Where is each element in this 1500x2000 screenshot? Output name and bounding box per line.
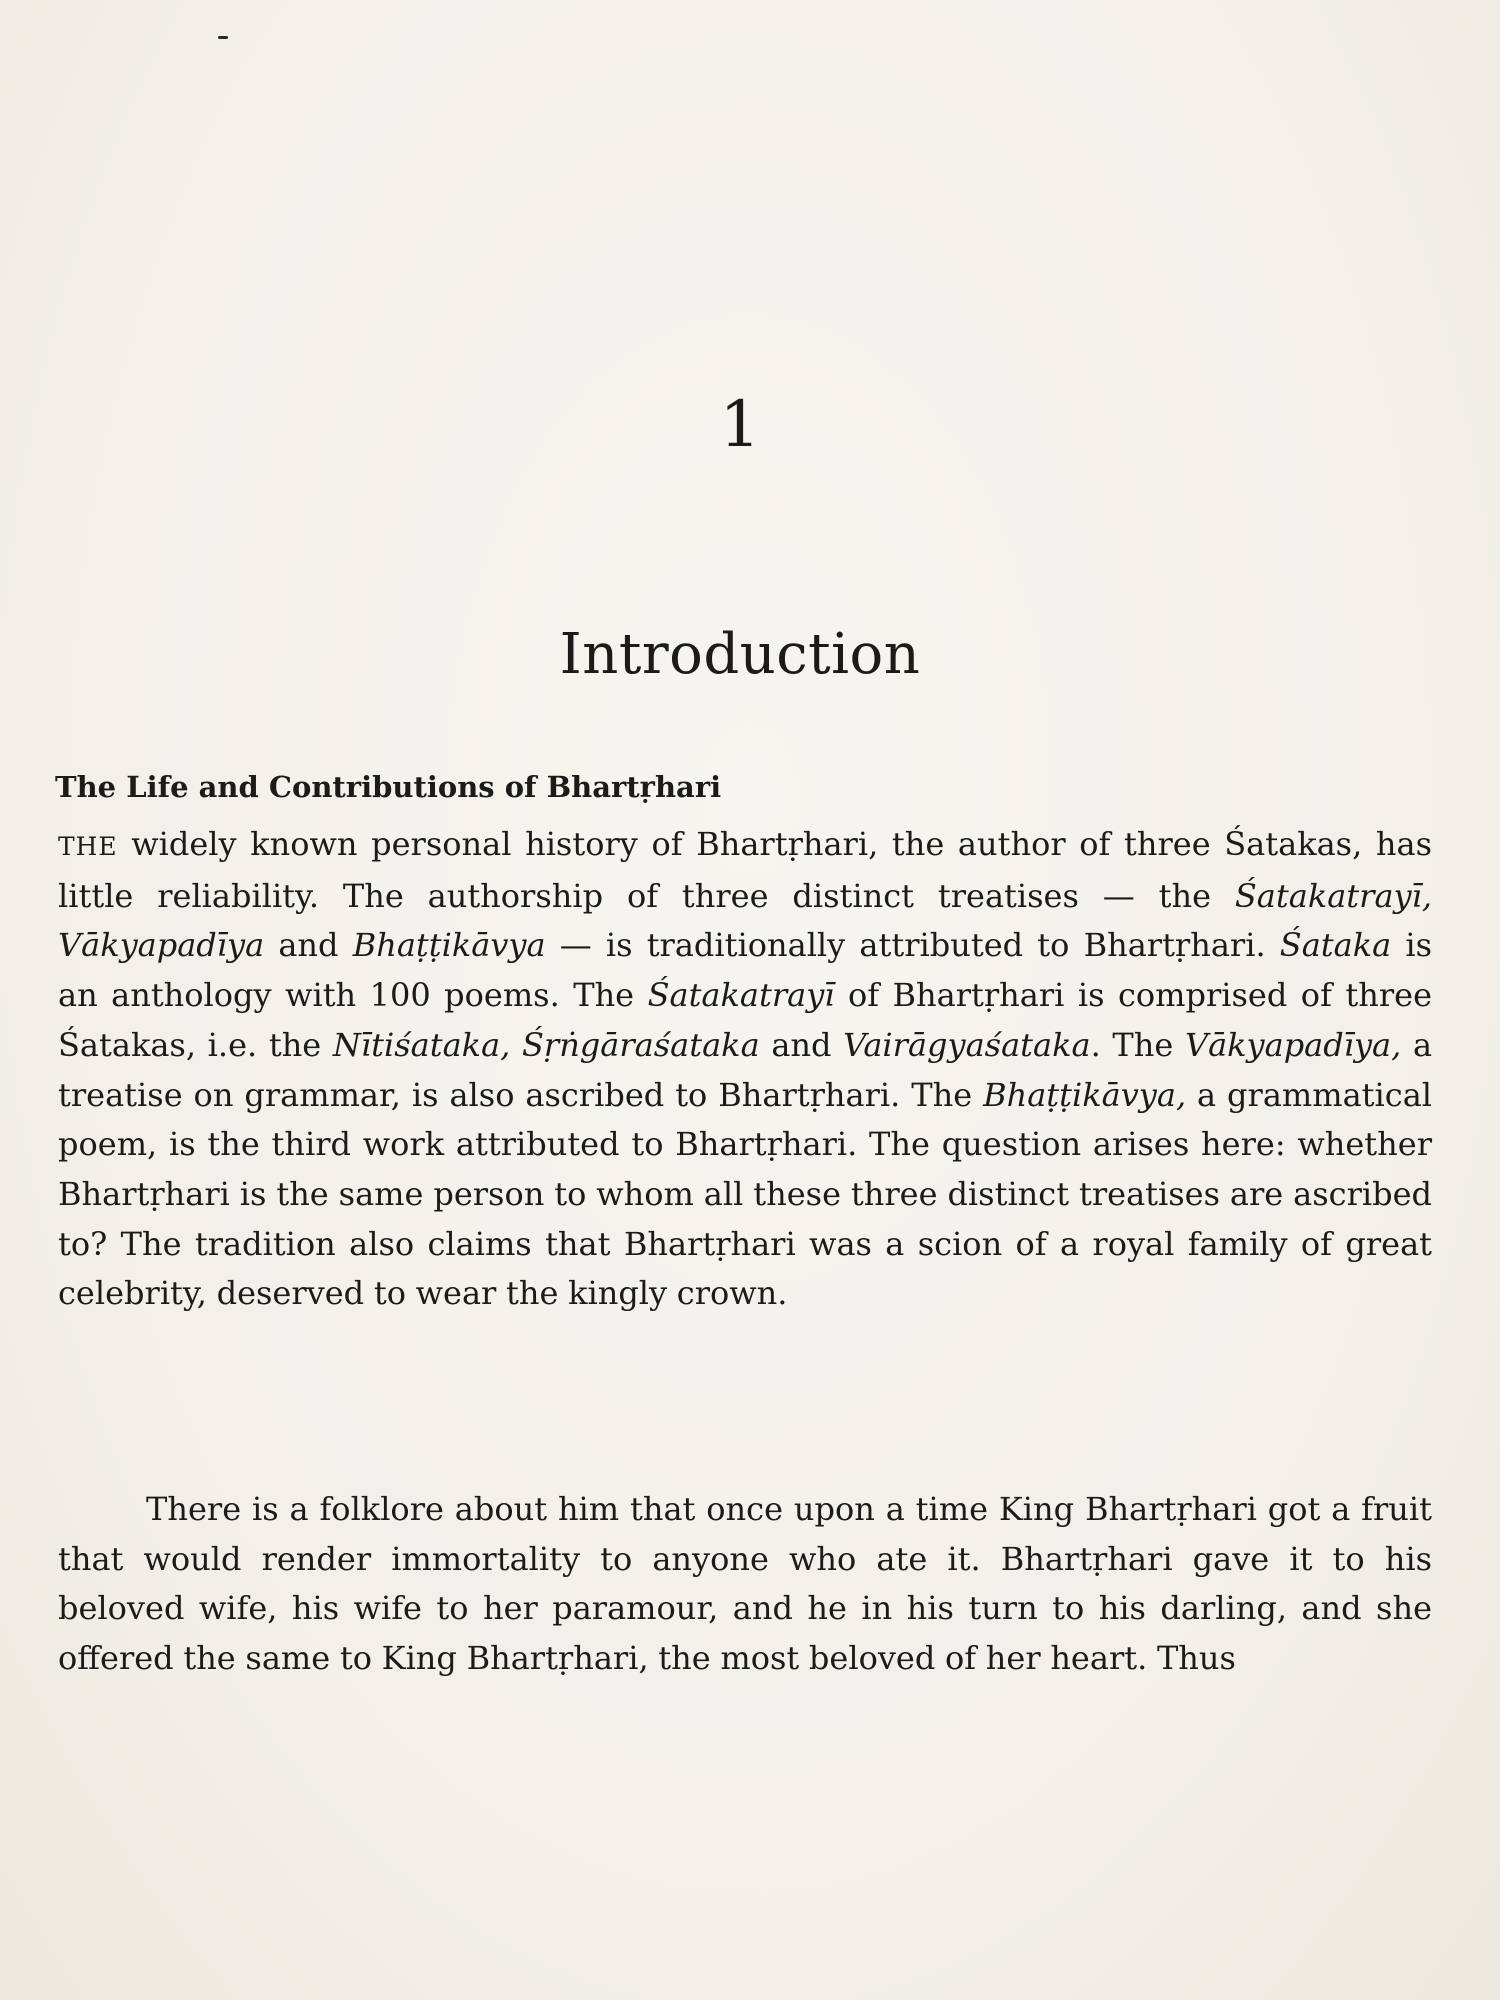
text-run: — is traditionally attributed to Bhartṛhari. — [545, 926, 1280, 965]
paragraph-1-lead: THE — [58, 832, 118, 861]
italic-title: Bhaṭṭikāvya, — [983, 1075, 1187, 1114]
paragraph-2: There is a folklore about him that once upon a time King Bhartṛhari got a fruit that would render immortality to anyone who ate it. Bhartṛhari gave it to his beloved wife, his wife to her paramour, and he in his turn to his darling, and she offered the same to King Bhartṛhari, the most beloved of her heart. Thus — [58, 1490, 1432, 1678]
italic-title: Śataka — [1279, 926, 1392, 965]
italic-title: Vākyapadīya, — [1184, 1025, 1402, 1064]
italic-title: Bhaṭṭikāvya — [352, 926, 546, 965]
italic-title: Śatakatrayī — [647, 976, 835, 1015]
text-run: a treatise on grammar, is also ascribed to Bhartṛhari. The — [58, 1025, 1433, 1114]
chapter-number: 1 — [719, 388, 761, 462]
italic-title: Śatakatrayī, Vākyapadīya — [58, 876, 1432, 965]
italic-title: Vairāgyaśataka — [843, 1025, 1091, 1064]
text-run: . The — [1090, 1025, 1185, 1064]
text-run: a grammatical poem, is the third work attributed to Bhartṛhari. The question arises here: whether Bhartṛhari is the same person to whom all these three distinct treatises are ascribed to? The tradition also claims that Bhartṛhari was a scion of a royal family of great celebrity, deserved to wear the kingly crown. — [58, 1075, 1433, 1313]
text-run: and — [264, 926, 353, 965]
ink-smudge — [218, 36, 228, 39]
chapter-title: Introduction — [559, 622, 921, 687]
section-heading: The Life and Contributions of Bhartṛhari — [55, 770, 722, 804]
text-run: widely known personal history of Bhartṛhari, the author of three Śatakas, has little reliability. The authorship of three distinct treatises — the — [58, 825, 1432, 915]
italic-title: Nītiśataka, Śṛṅgāraśataka — [332, 1025, 760, 1064]
text-run: is an anthology with 100 poems. The — [58, 926, 1433, 1015]
paragraph-1 — [58, 820, 1432, 1319]
text-run: of Bhartṛhari is comprised of three Śatakas, i.e. the — [58, 976, 1432, 1064]
text-run: and — [759, 1025, 844, 1064]
